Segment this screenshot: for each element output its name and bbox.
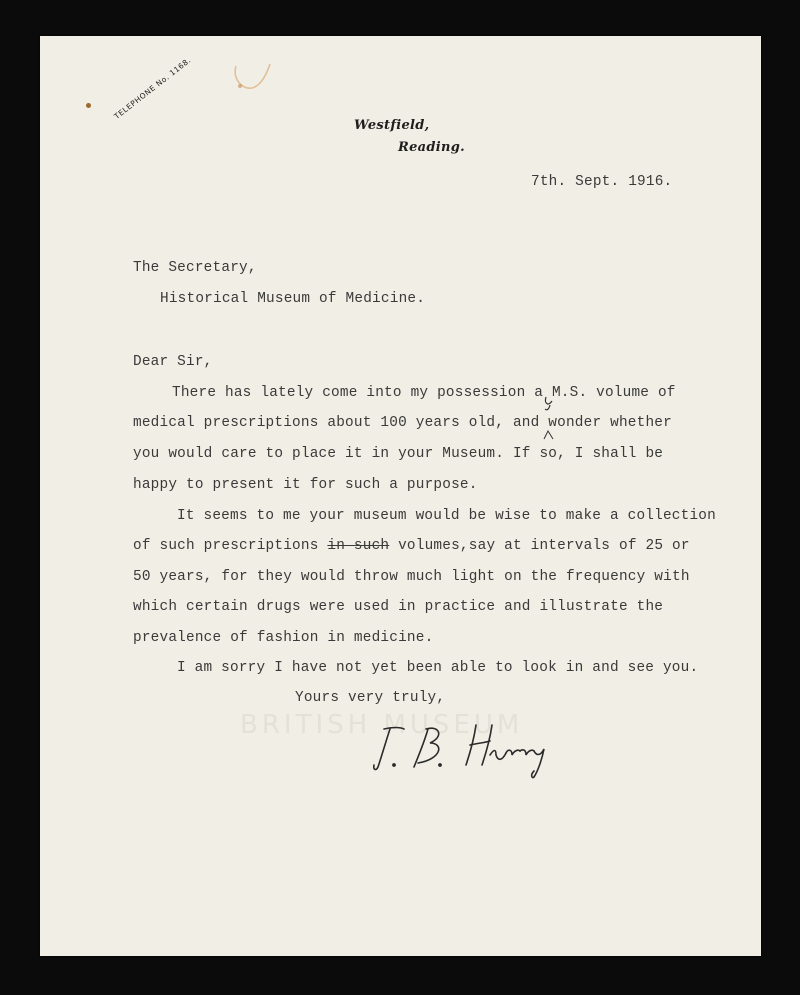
body-line-6-end: volumes,say at intervals of 25 or (389, 538, 690, 554)
body-line-3: you would care to place it in your Museum. If so, I shall be (133, 446, 664, 462)
letter-date: 7th. Sept. 1916. (531, 174, 673, 190)
body-line-5: It seems to me your museum would be wise to make a collection (177, 508, 716, 524)
closing-phrase: Yours very truly, (295, 690, 446, 706)
stain-mark (230, 58, 280, 103)
recipient-line-2: Historical Museum of Medicine. (160, 291, 426, 307)
letterhead-place: Westfield, (354, 118, 430, 133)
struck-words: in such (327, 538, 390, 554)
body-line-1: There has lately come into my possession a M.S. volume of (172, 385, 676, 401)
telephone-number: TELEPHONE No. 1168. (112, 55, 193, 122)
signature (370, 715, 580, 785)
recipient-line-1: The Secretary, (133, 260, 257, 276)
letterhead-town: Reading. (398, 140, 465, 155)
handwritten-insertion (540, 395, 560, 450)
body-line-6-start: of such prescriptions (133, 538, 328, 554)
body-line-7: 50 years, for they would throw much light on the frequency with (133, 569, 690, 585)
stain-dot (86, 103, 91, 108)
salutation: Dear Sir, (133, 354, 213, 370)
body-line-6 (133, 538, 690, 554)
body-line-9: prevalence of fashion in medicine. (133, 630, 434, 646)
body-line-10: I am sorry I have not yet been able to look in and see you. (177, 660, 699, 676)
body-line-8: which certain drugs were used in practice and illustrate the (133, 599, 664, 615)
body-line-2: medical prescriptions about 100 years old, and wonder whether (133, 415, 672, 431)
body-line-4: happy to present it for such a purpose. (133, 477, 478, 493)
watermark: BRITISH MUSEUM (240, 710, 524, 740)
